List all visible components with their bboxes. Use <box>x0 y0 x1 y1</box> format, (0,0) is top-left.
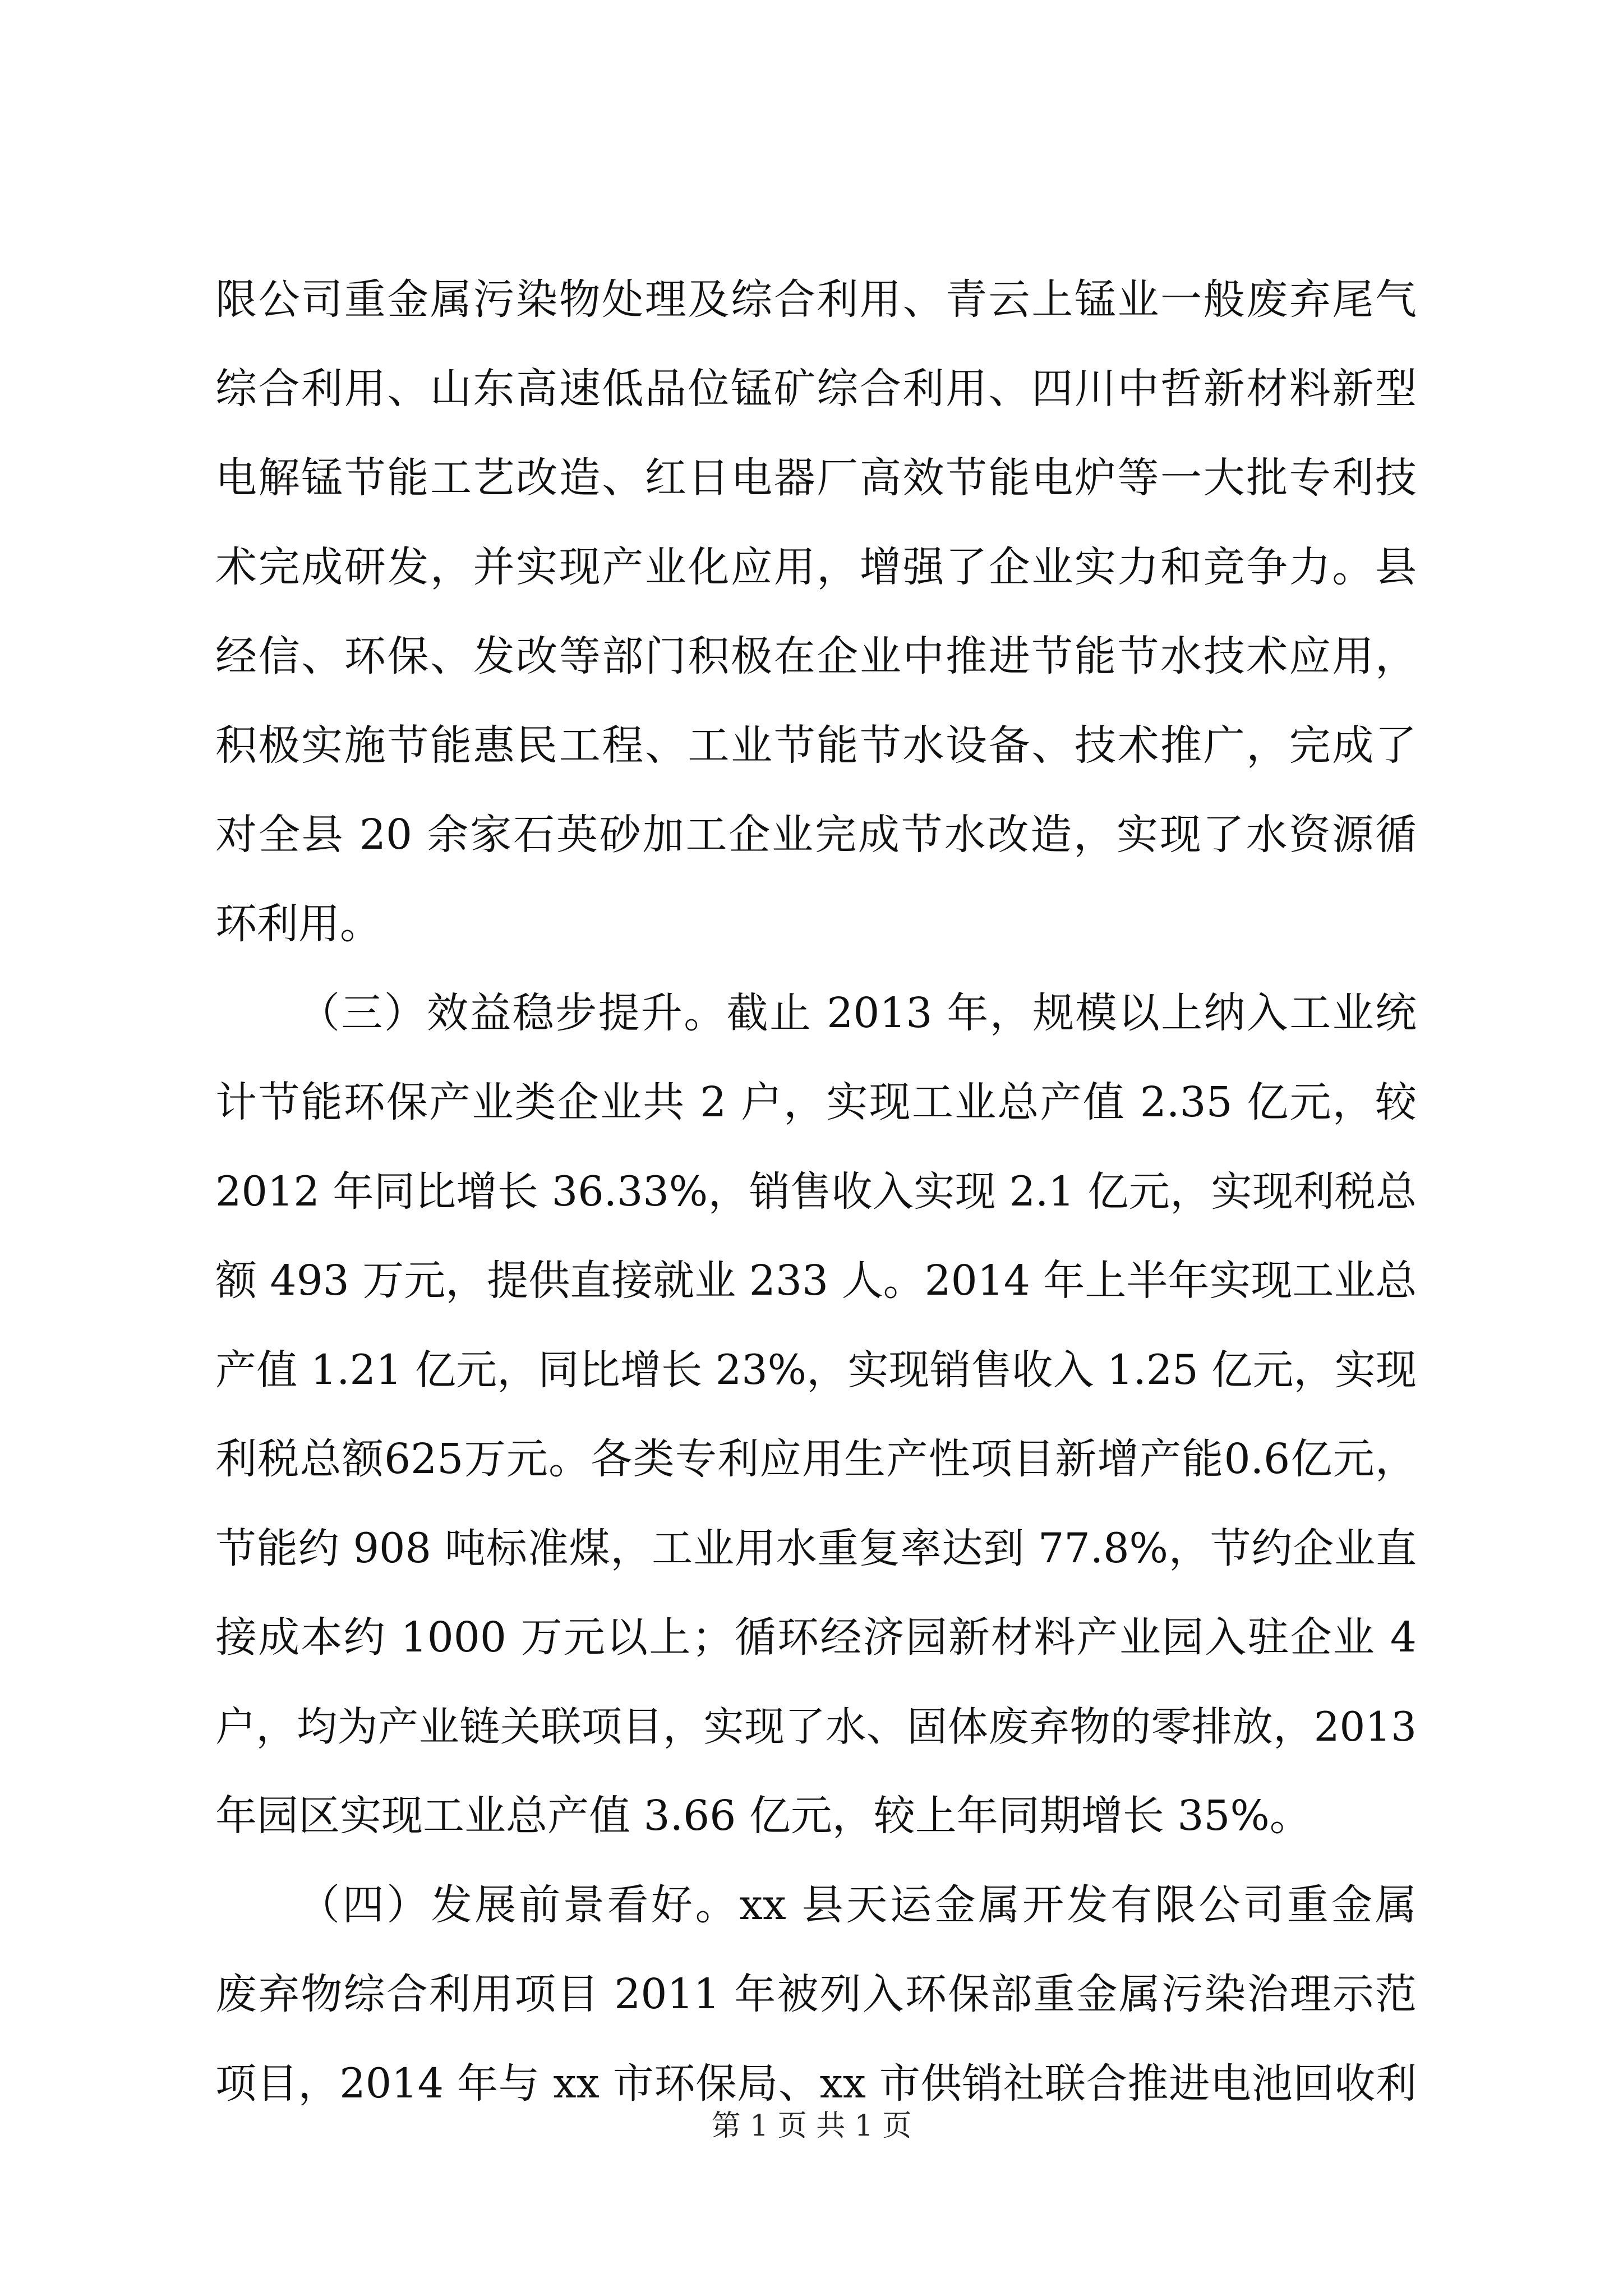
text-line: 废弃物综合利用项目 2011 年被列入环保部重金属污染治理示范 <box>215 1970 1417 2018</box>
text-line: （三）效益稳步提升。截止 2013 年，规模以上纳入工业统 <box>298 989 1417 1037</box>
text-line: 综合利用、山东高速低品位锰矿综合利用、四川中哲新材料新型 <box>215 365 1417 413</box>
page-footer: 第 1 页 共 1 页 <box>711 2109 912 2143</box>
text-line: 利税总额625万元。各类专利应用生产性项目新增产能0.6亿元， <box>215 1435 1417 1483</box>
paragraph <box>215 969 1417 1861</box>
text-line: 节能约 908 吨标准煤，工业用水重复率达到 77.8%，节约企业直 <box>215 1525 1417 1572</box>
text-line: 产值 1.21 亿元，同比增长 23%，实现销售收入 1.25 亿元，实现 <box>215 1346 1417 1394</box>
text-line: （四）发展前景看好。xx 县天运金属开发有限公司重金属 <box>298 1881 1417 1929</box>
paragraph <box>215 1861 1417 2128</box>
text-line: 项目，2014 年与 xx 市环保局、xx 市供销社联合推进电池回收利 <box>215 2060 1417 2108</box>
text-line: 额 493 万元，提供直接就业 233 人。2014 年上半年实现工业总 <box>215 1257 1417 1305</box>
text-line: 户，均为产业链关联项目，实现了水、固体废弃物的零排放，2013 <box>215 1703 1417 1750</box>
text-line: 2012 年同比增长 36.33%，销售收入实现 2.1 亿元，实现利税总 <box>215 1168 1417 1216</box>
text-line: 计节能环保产业类企业共 2 户，实现工业总产值 2.35 亿元，较 <box>215 1078 1417 1126</box>
text-line: 环利用。 <box>215 900 381 948</box>
text-line: 年园区实现工业总产值 3.66 亿元，较上年同期增长 35%。 <box>215 1792 1311 1840</box>
body-text <box>215 255 1417 2128</box>
text-line: 限公司重金属污染物处理及综合利用、青云上锰业一般废弃尾气 <box>215 275 1417 324</box>
paragraph <box>215 255 1417 969</box>
text-line: 积极实施节能惠民工程、工业节能节水设备、技术推广，完成了 <box>215 721 1417 770</box>
text-line: 接成本约 1000 万元以上；循环经济园新材料产业园入驻企业 4 <box>215 1613 1417 1662</box>
text-line: 电解锰节能工艺改造、红日电器厂高效节能电炉等一大批专利技 <box>215 454 1417 502</box>
text-line: 术完成研发，并实现产业化应用，增强了企业实力和竞争力。县 <box>215 543 1417 591</box>
text-line: 对全县 20 余家石英砂加工企业完成节水改造，实现了水资源循 <box>215 811 1417 859</box>
text-line: 经信、环保、发改等部门积极在企业中推进节能节水技术应用， <box>215 632 1417 680</box>
